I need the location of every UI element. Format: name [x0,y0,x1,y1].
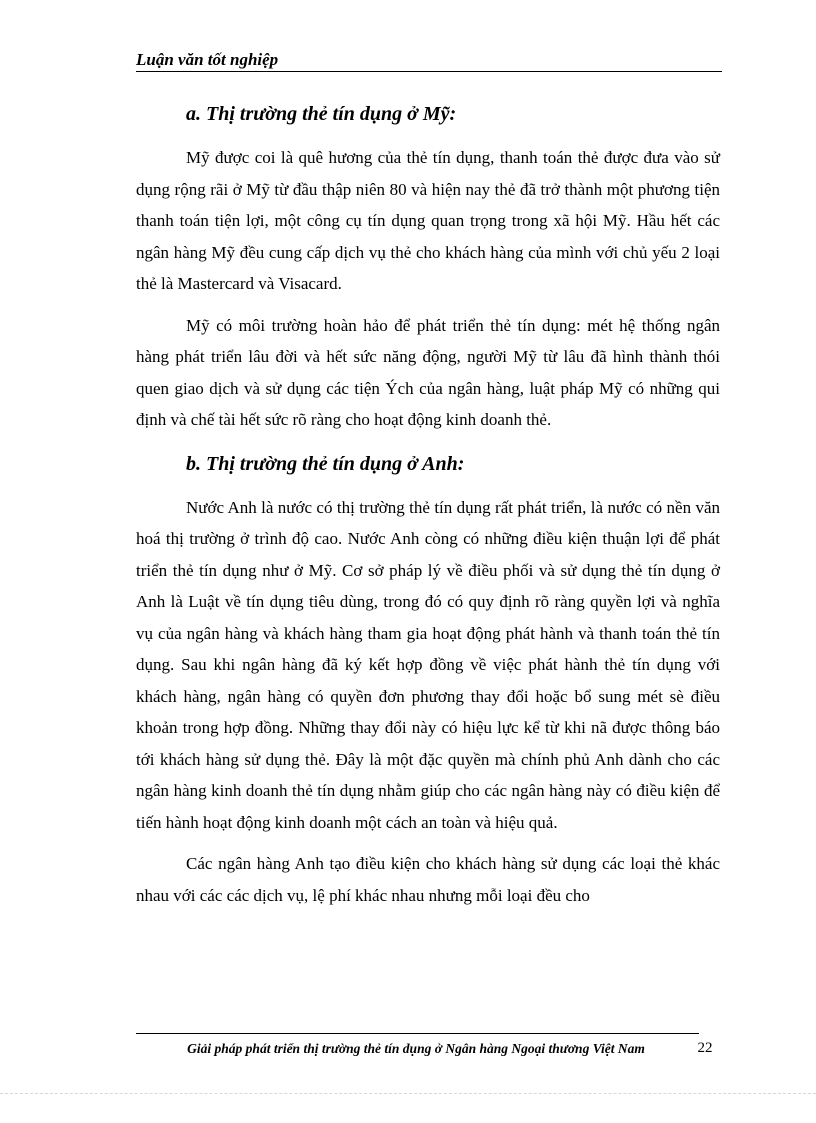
footer-title: Giải pháp phát triển thị trường thẻ tín dụng ở Ngân hàng Ngoại thương Việt Nam [187,1041,645,1056]
document-body [136,92,720,921]
page-edge-divider [0,1093,816,1094]
paragraph: Các ngân hàng Anh tạo điều kiện cho khách hàng sử dụng các loại thẻ khác nhau với các các dịch vụ, lệ phí khác nhau nhưng mỗi loại đều cho [136,854,720,905]
paragraph: Mỹ có môi trường hoàn hảo để phát triển thẻ tín dụng: mét hệ thống ngân hàng phát triển lâu đời và hết sức năng động, người Mỹ từ lâu đã hình thành thói quen giao dịch và sử dụng các tiện Ých của ngân hàng, luật pháp Mỹ có những qui định và chế tài hết sức rõ ràng cho hoạt động kinh doanh thẻ. [136,315,720,429]
running-header: Luận văn tốt nghiệp [136,50,279,69]
page-number: 22 [697,1040,713,1056]
paragraph: Nước Anh là nước có thị trường thẻ tín dụng rất phát triển, là nước có nền văn hoá thị trường ở trình độ cao. Nước Anh còng có những điều kiện thuận lợi để phát triển thẻ tín dụng như ở Mỹ. Cơ sở pháp lý về điều phối và sử dụng thẻ tín dụng ở Anh là Luật về tín dụng tiêu dùng, trong đó có quy định rõ ràng quyền lợi và nghĩa vụ của ngân hàng và khách hàng tham gia hoạt động phát hành và thanh toán thẻ tín dụng. Sau khi ngân hàng đã ký kết hợp đồng về việc phát hành thẻ tín dụng với khách hàng, ngân hàng có quyền đơn phương thay đổi hoặc bổ sung mét sè điều khoản trong hợp đồng. Những thay đổi này có hiệu lực kể từ khi nã được thông báo tới khách hàng sử dụng thẻ. Đây là một đặc quyền mà chính phủ Anh dành cho các ngân hàng kinh doanh thẻ tín dụng nhằm giúp cho các ngân hàng này có điều kiện để tiến hành hoạt động kinh doanh một cách an toàn và hiệu quả. [136,497,720,832]
footer-rule [136,1033,699,1034]
section-heading-uk: b. Thị trường thẻ tín dụng ở Anh: [186,452,465,475]
section-heading-usa: a. Thị trường thẻ tín dụng ở Mỹ: [186,103,457,125]
header-rule [136,71,722,72]
paragraph: Mỹ được coi là quê hương của thẻ tín dụng, thanh toán thẻ được đưa vào sử dụng rộng rãi ở Mỹ từ đầu thập niên 80 và hiện nay thẻ đã trở thành một phương tiện thanh toán tiện lợi, một công cụ tín dụng quan trọng trong xã hội Mỹ. Hầu hết các ngân hàng Mỹ đều cung cấp dịch vụ thẻ cho khách hàng của mình với chủ yếu 2 loại thẻ là Mastercard và Visacard. [136,148,720,293]
